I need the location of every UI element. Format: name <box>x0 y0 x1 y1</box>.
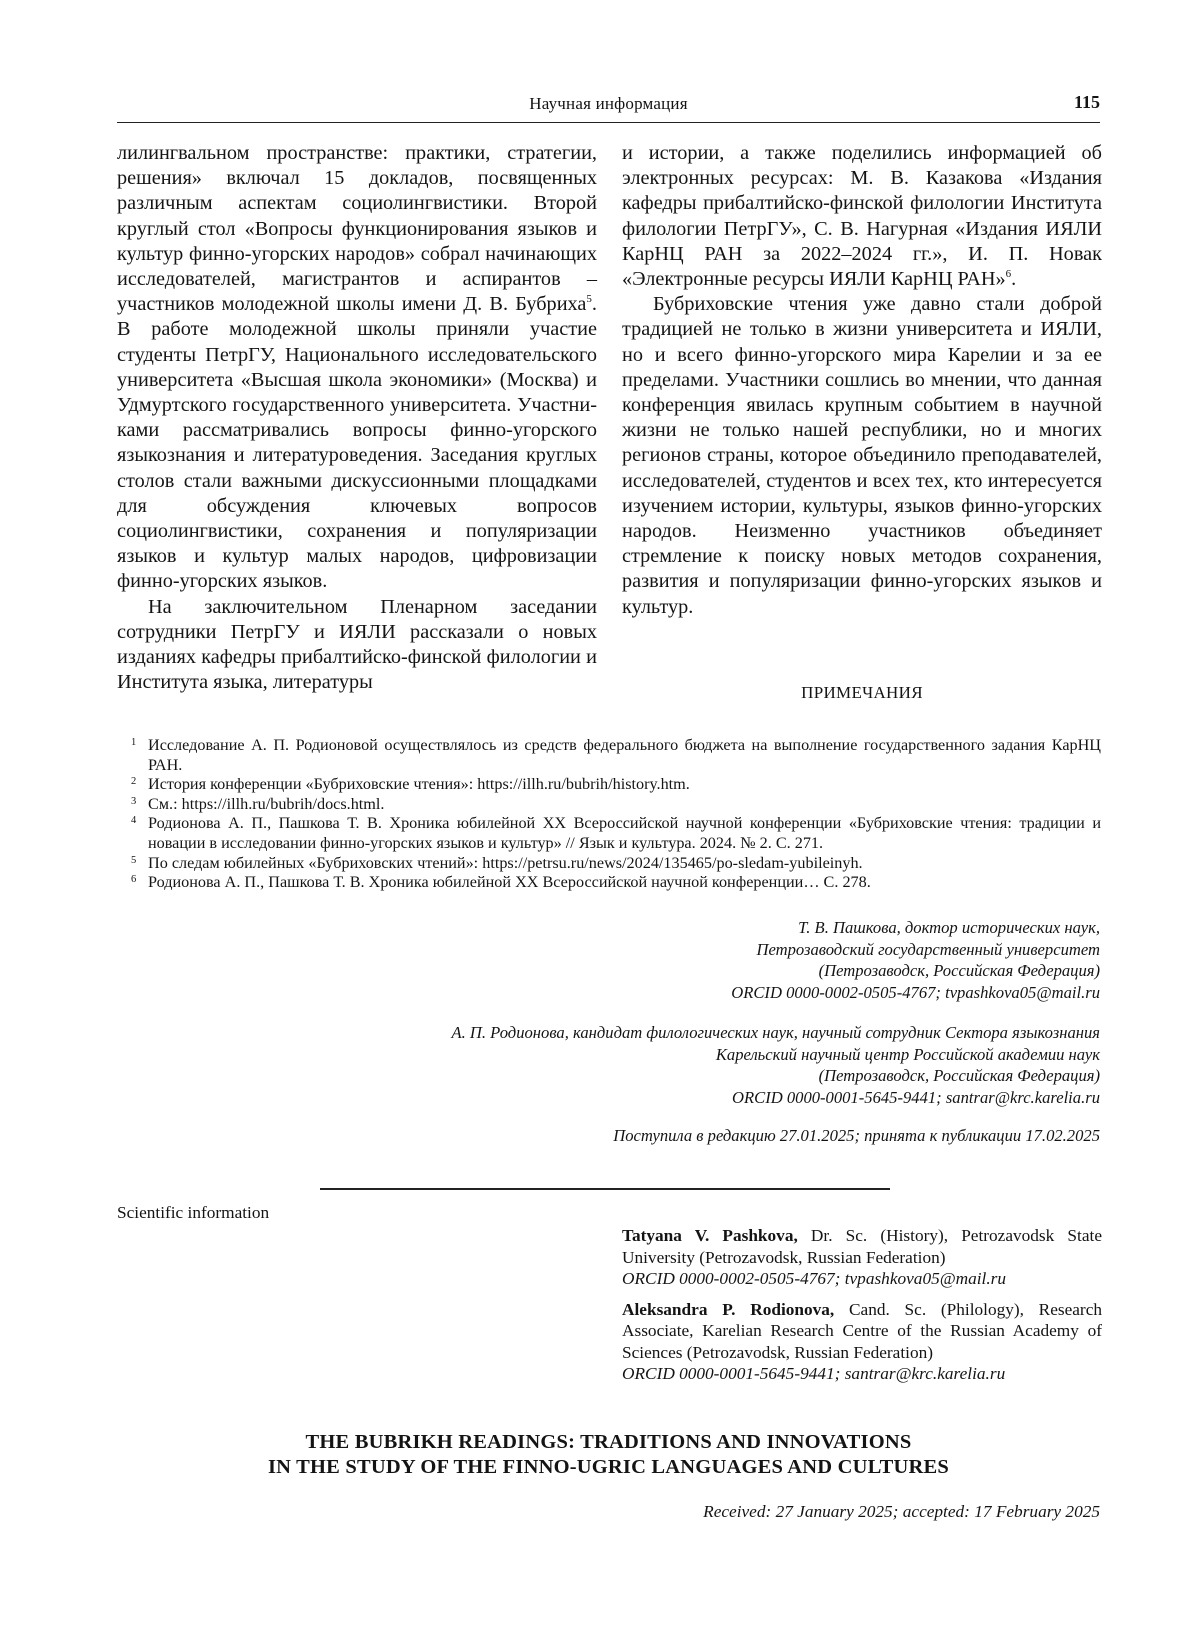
author-name: Tatyana V. Pashkova, <box>622 1226 798 1245</box>
author-block: Aleksandra P. Rodionova, Cand. Sc. (Philology), Research Associate, Karelian Research Centre of the Russian Academy of Sciences (Petrozavodsk, Russian Federation) ORCID 0000-0001-5645-9441; santrar@krc.karelia.ru <box>622 1299 1102 1385</box>
author-affiliation-en <box>622 1225 1102 1385</box>
author-affiliation-ru: Т. В. Пашкова, доктор исторических наук, Петрозаводский государственный университет (Петрозаводск, Российская Федерация) ORCID 0000-0002-0505-4767; tvpashkova05@mail.ru <box>731 917 1100 1003</box>
author-orcid: ORCID 0000-0002-0505-4767; tvpashkova05@mail.ru <box>622 1268 1102 1290</box>
paragraph: лилингвальном пространстве: практики, стра­тегии, решения» включал 15 докладов, посвя­щенных различным аспектам социолингвистики. Второй круглый стол «Вопросы функциониро­вания языков и культур финно-угорских народов» собрал начинающих исследователей, магистран­тов и аспирантов – участников молодежной шко­лы имени Д. В. Бубриха5. В работе молодежной школы приняли участие студенты ПетрГУ, На­ционального исследовательского университета «Высшая школа экономики» (Москва) и Удмурт­ского государственного университета. Участни­ками рассматривались вопросы финно-угорского языкознания и литературоведения. Заседания круглых столов стали важными дискуссионными площадками для обсуждения ключевых вопросов социолингвистики, сохранения и популяризации языков и культур малых народов, цифровизации финно-угорских языков. <box>117 141 597 595</box>
journal-page <box>0 0 1200 1639</box>
running-header <box>117 92 1100 123</box>
divider <box>320 1188 890 1190</box>
footnotes-list <box>131 736 1101 893</box>
received-date-ru: Поступила в редакцию 27.01.2025; принята к публикации 17.02.2025 <box>613 1126 1100 1146</box>
notes-heading: ПРИМЕЧАНИЯ <box>622 683 1102 703</box>
footnote-ref: 6 <box>1006 268 1012 280</box>
footnote-item: 6 Родионова А. П., Пашкова Т. В. Хроника юбилейной XX Всероссийской научной конференции… С. 278. <box>131 873 1101 893</box>
author-name: Aleksandra P. Rodionova, <box>622 1300 834 1319</box>
footnote-item: 4 Родионова А. П., Пашкова Т. В. Хроника юбилейной XX Всероссийской научной конференции «Бубриховские чтения: традиции и новации в исследовании финно-угорских языков и культур» // Язык и культура. 2024. № 2. С. 271. <box>131 814 1101 853</box>
right-text-column <box>622 141 1102 620</box>
left-text-column <box>117 141 597 695</box>
paragraph: Бубриховские чтения уже давно стали доб­рой традицией не только в жизни университета и ИЯЛИ, но и всего финно-угорского мира Ка­релии и за ее пределами. Участники сошлись во мнении, что данная конференция явилась крупным событием в научной жизни не только нашей республики, но и многих регионов страны, которое объединило преподавателей, исследо­вателей, студентов и всех тех, кто интересуется изучением истории, культуры, языков финно-угорских народов. Неизменно участников объ­единяет стремление к поиску новых методов сохранения, развития и популяризации финно-угорских языков и культур. <box>622 292 1102 620</box>
author-affiliation-ru: А. П. Родионова, кандидат филологических наук, научный сотрудник Сектора языкознания Карельский научный центр Российской академии наук (Петрозаводск, Российская Федерация) ORCID 0000-0001-5645-9441; santrar@krc.karelia.ru <box>451 1022 1100 1108</box>
author-block: Tatyana V. Pashkova, Dr. Sc. (History), Petrozavodsk State University (Petrozavodsk, Russian Federation) ORCID 0000-0002-0505-4767; tvpashkova05@mail.ru <box>622 1225 1102 1290</box>
received-date-en: Received: 27 January 2025; accepted: 17 February 2025 <box>703 1502 1100 1522</box>
footnote-item: 5 По следам юбилейных «Бубриховских чтений»: https://petrsu.ru/news/2024/135465/po-sledam-yubileinyh. <box>131 854 1101 874</box>
footnote-ref: 5 <box>586 293 592 305</box>
footnote-item: 2 История конференции «Бубриховские чтения»: https://illh.ru/bubrih/history.htm. <box>131 775 1101 795</box>
article-title-en: THE BUBRIKH READINGS: TRADITIONS AND INNOVATIONS IN THE STUDY OF THE FINNO-UGRIC LANGUAGES AND CULTURES <box>117 1430 1100 1480</box>
section-title: Научная информация <box>117 94 1100 114</box>
section-title-en: Scientific information <box>117 1203 269 1223</box>
paragraph: На заключительном Пленарном заседании сотрудники ПетрГУ и ИЯЛИ рассказали о но­вых изданиях кафедры прибалтийско-финской филологии и Института языка, литературы <box>117 595 597 696</box>
footnote-item: 1 Исследование А. П. Родионовой осуществлялось из средств федерального бюджета на выполнение государственного задания КарНЦ РАН. <box>131 736 1101 775</box>
author-orcid: ORCID 0000-0001-5645-9441; santrar@krc.karelia.ru <box>622 1363 1102 1385</box>
page-number: 115 <box>1074 92 1100 113</box>
paragraph: и истории, а также поделились информацией об электронных ресурсах: М. В. Казакова «Изда­ния кафедры прибалтийско-финской филологии Института филологии ПетрГУ», С. В. Нагурная «Издания ИЯЛИ КарНЦ РАН за 2022–2024 гг.», И. П. Новак «Электронные ресурсы ИЯЛИ КарНЦ РАН»6. <box>622 141 1102 292</box>
footnote-item: 3 См.: https://illh.ru/bubrih/docs.html. <box>131 795 1101 815</box>
